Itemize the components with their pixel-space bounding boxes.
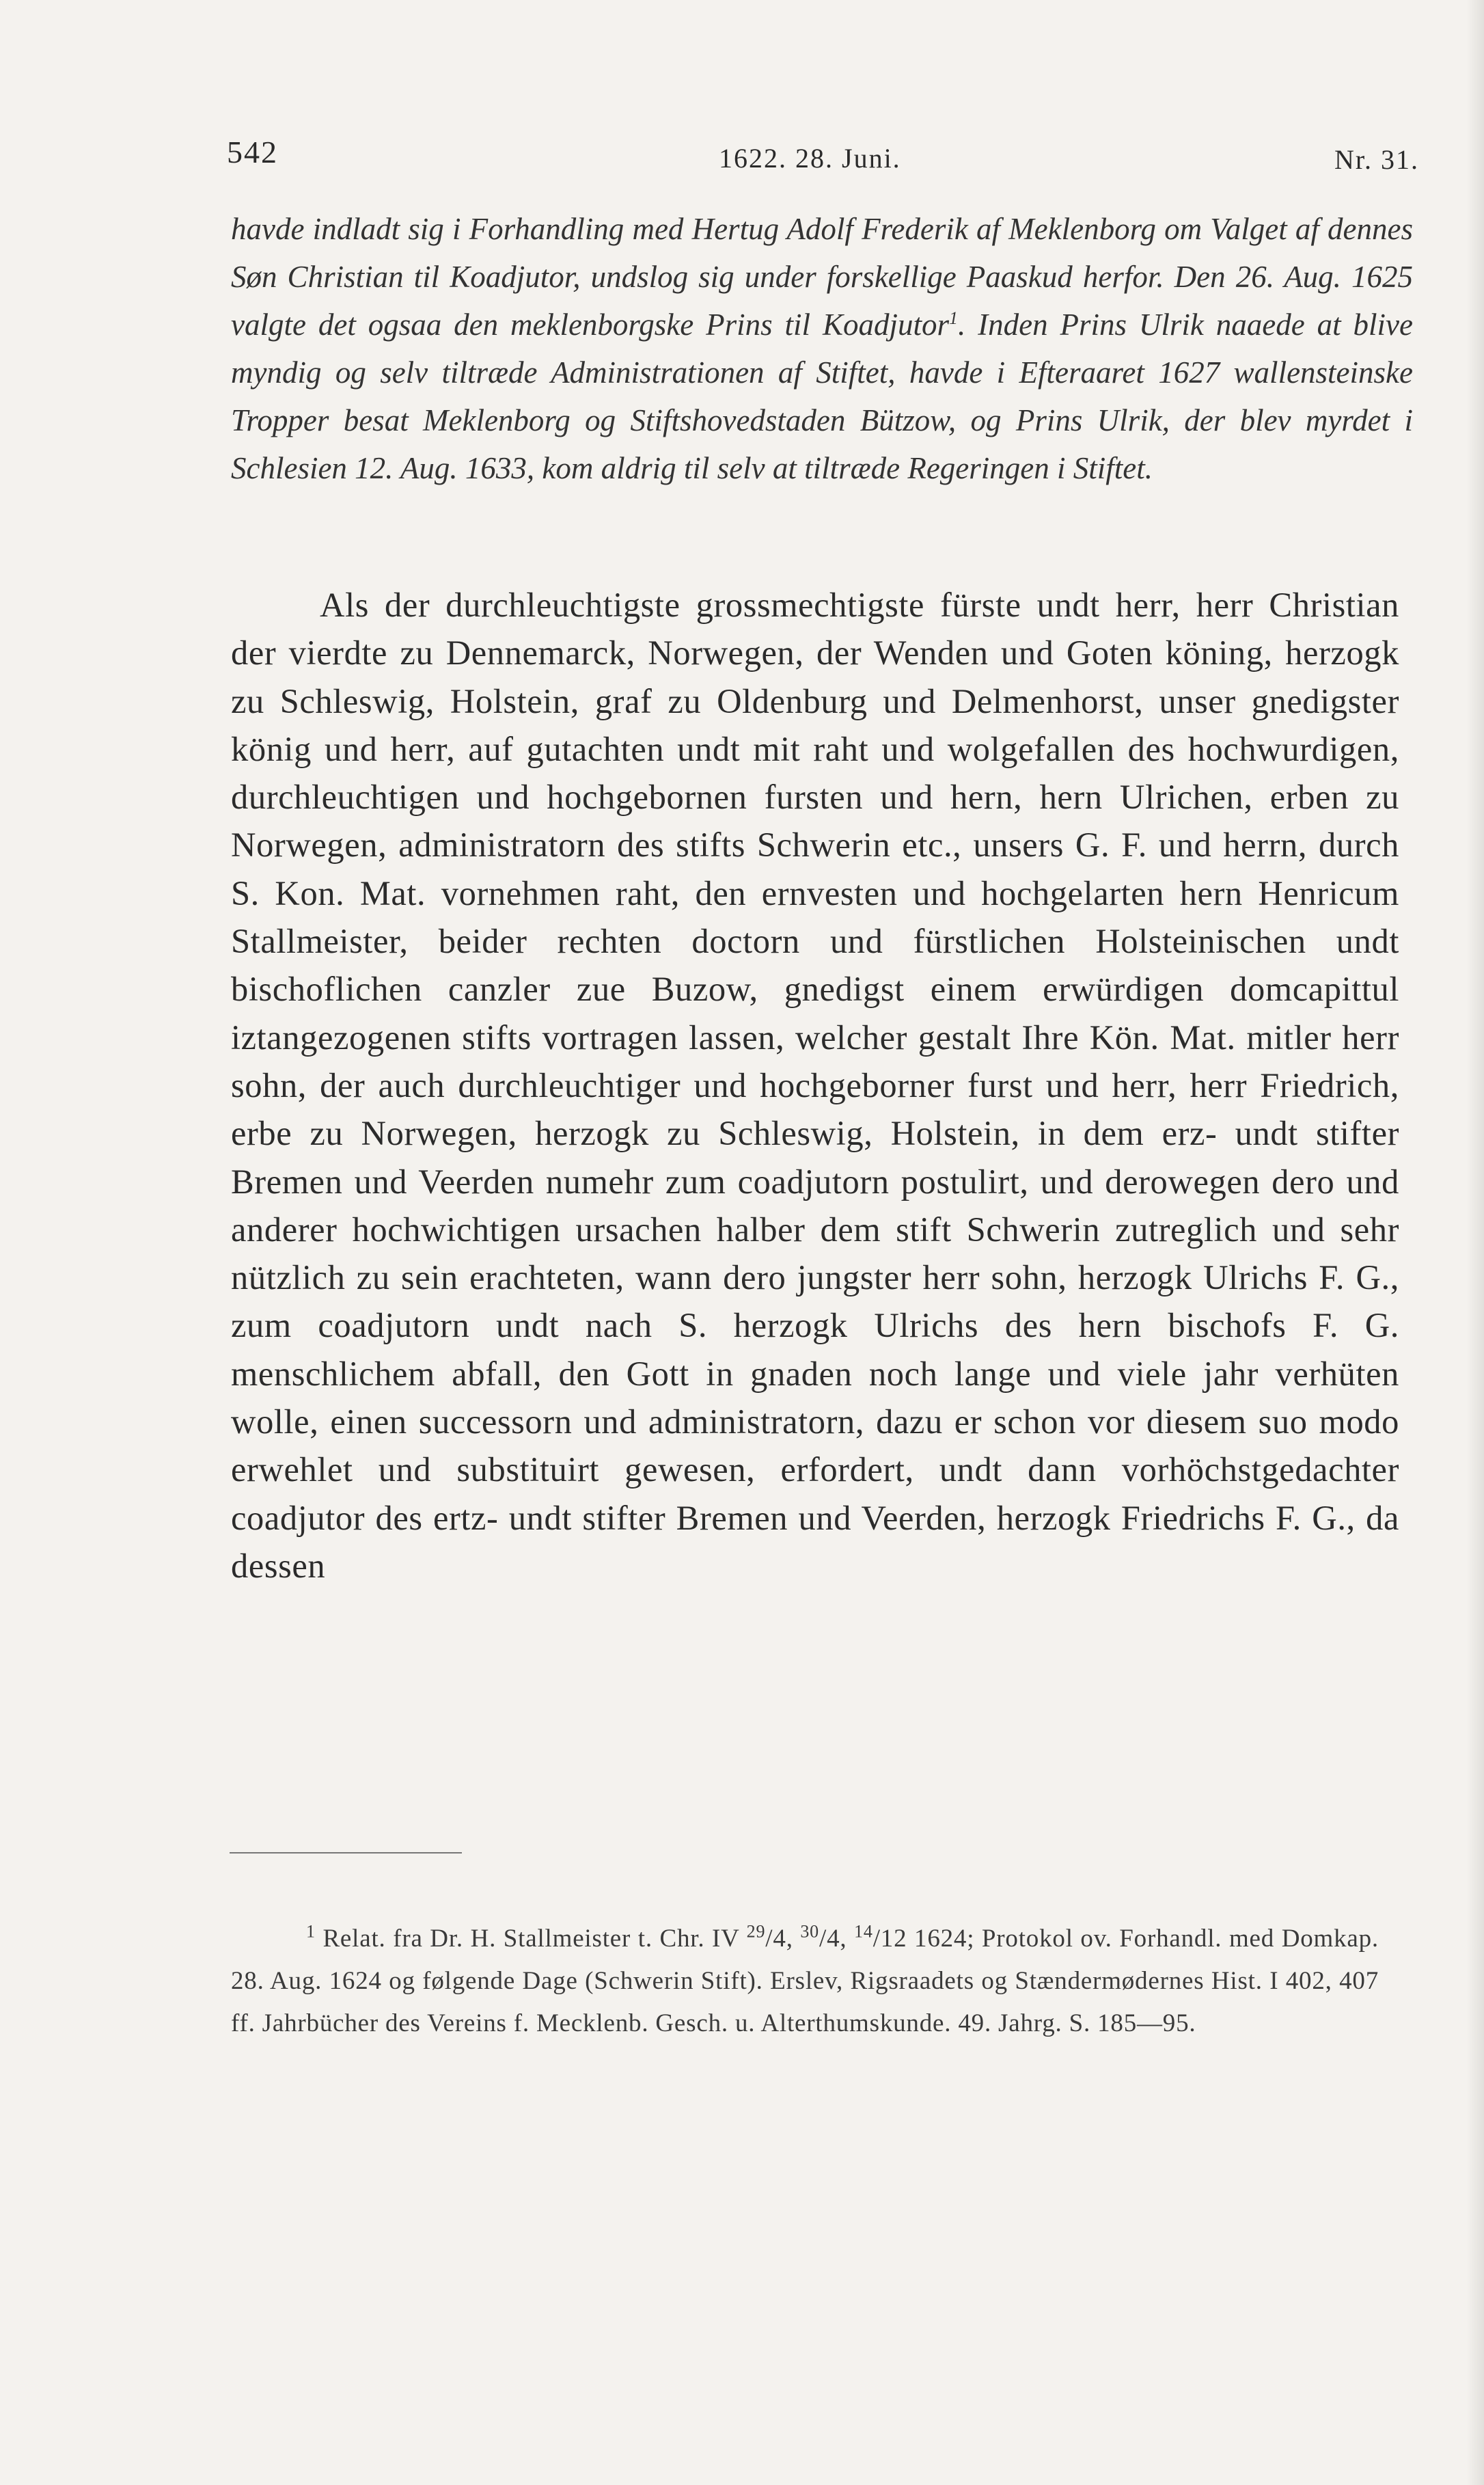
- footnote-reference: 1: [948, 308, 958, 328]
- footnote-text-continued: 1624; Protokol ov. Forhandl. med Domkap. 28. Aug. 1624 og følgende Dage (Schwerin Stift). Erslev, Rigsraadets og Stændermødernes Hist. I 402, 407 ff. Jahrbücher des Vereins f. Mecklenb. Gesch. u. Alterthumskunde. 49. Jahrg. S. 185—95.: [231, 1925, 1379, 2037]
- date-denominator: 4: [773, 1925, 786, 1953]
- footnote-text: Relat. fra Dr. H. Stallmeister t. Chr. IV: [315, 1925, 747, 1953]
- intro-text-continued: . Inden Prins Ulrik naaede at blive myndig og selv tiltræde Administrationen af Stiftet, havde i Efteraaret 1627 wallensteinske Tropper besat Meklenborg og Stiftshovedstaden Bützow, og Prins Ulrik, der blev myrdet i Schlesien 12. Aug. 1633, kom aldrig til selv at tiltræde Regeringen i Stiftet.: [231, 308, 1413, 485]
- date-numerator: 14: [854, 1921, 873, 1942]
- body-paragraph: Als der durchleuchtigste grossmechtigste fürste undt herr, herr Christian der vierdte zu Dennemarck, Norwegen, der Wenden und Goten köning, herzogk zu Schleswig, Holstein, graf zu Oldenburg und Delmenhorst, unser gnedigster könig und herr, auf gutachten undt mit raht und wolgefallen des hochwurdigen, durchleuchtigen und hochgebornen fursten und hern, hern Ulrichen, erben zu Norwegen, administratorn des stifts Schwerin etc., unsers G. F. und herrn, durch S. Kon. Mat. vornehmen raht, den ernvesten und hochgelarten hern Henricum Stallmeister, beider rechten doctorn und fürstlichen Holsteinischen undt bischoflichen canzler zue Buzow, gnedigst einem erwürdigen domcapittul iztangezogenen stifts vortragen lassen, welcher gestalt Ihre Kön. Mat. mitler herr sohn, der auch durchleuchtiger und hochgeborner furst und herr, herr Friedrich, erbe zu Norwegen, herzogk zu Schleswig, Holstein, in dem erz- undt stifter Bremen und Veerden numehr zum coadjutorn postulirt, und derowegen dero und anderer hochwichtigen ursachen halber dem stift Schwerin zutreglich und sehr nützlich zu sein erachteten, wann dero jungster herr sohn, herzogk Ulrichs F. G., zum coadjutorn undt nach S. herzogk Ulrichs des hern bischofs F. G. menschlichem abfall, den Gott in gnaden noch lange und viele jahr verhüten wolle, einen successorn und administratorn, dazu er schon vor diesem suo modo erwehlet und substituirt gewesen, erfordert, undt dann vorhöchstgedachter coadjutor des ertz- undt stifter Bremen und Veerden, herzogk Friedrichs F. G., da dessen: [231, 586, 1399, 1585]
- editorial-introduction: [231, 205, 1413, 492]
- intro-text: havde indladt sig i Forhandling med Hertug Adolf Frederik af Meklenborg om Valget af dennes Søn Christian til Koadjutor, undslog sig under forskellige Paaskud herfor. Den 26. Aug. 1625 valgte det ogsaa den meklenborgske Prins til Koadjutor: [231, 212, 1413, 342]
- footnote-marker: 1: [306, 1921, 316, 1942]
- header-date: 1622. 28. Juni.: [719, 143, 901, 174]
- running-head: [227, 134, 1419, 182]
- page-edge-shadow: [1466, 0, 1484, 2485]
- date-numerator: 30: [800, 1921, 819, 1942]
- page-number: 542: [227, 135, 278, 169]
- date-denominator: 4: [827, 1925, 840, 1953]
- date-numerator: 29: [746, 1921, 766, 1942]
- footnote: [231, 1918, 1379, 2045]
- footnote-paragraph: $^1$ Relat. fra Dr. H. Stallmeister t. Chr. IV $^{29}$/4, $^{30}$/4, $^{14}$/12 1624; Protokol ov. Forhandl. med Domkap. 28. Aug. 1624 og følgende Dage (Schwerin Stift). Erslev, Rigsraadets og Stændermødernes Hist. I 402, 407 ff. Jahrbücher des Vereins f. Mecklenb. Gesch. u. Alterthumskunde. 49. Jahrg. S. 185—95.: [231, 1921, 1379, 2037]
- date-denominator: 12: [880, 1925, 907, 1953]
- footnote-divider: [230, 1852, 462, 1853]
- document-number: Nr. 31.: [1334, 144, 1419, 175]
- document-body: [231, 581, 1399, 1590]
